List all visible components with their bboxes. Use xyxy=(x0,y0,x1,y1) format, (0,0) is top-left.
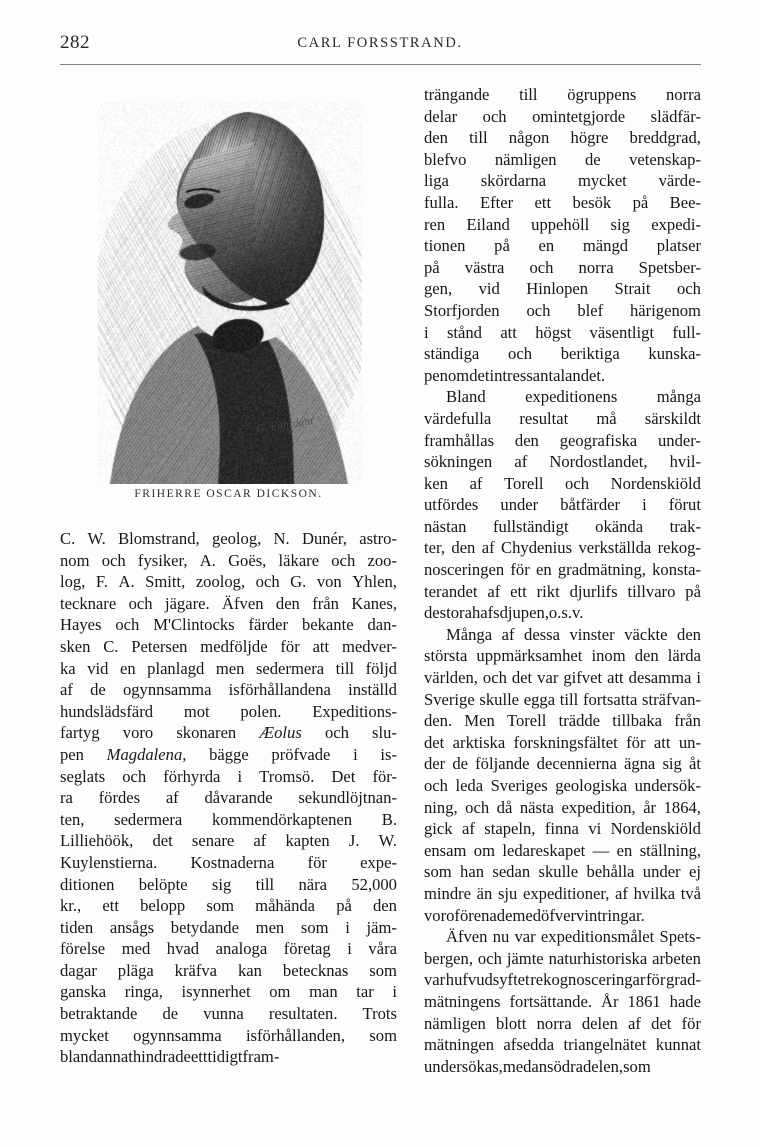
paragraph xyxy=(424,926,701,1077)
paragraph xyxy=(60,528,397,1068)
text-line: log, F. A. Smitt, zoolog, och G. von Yhlen, xyxy=(60,572,397,592)
text-line: som han sedan skulle behålla under ej xyxy=(424,862,701,882)
text-line: och leda Sveriges geologiska undersök- xyxy=(424,776,701,795)
text-line: sökningen af Nordostlandet, hvil- xyxy=(424,452,701,472)
text-line: bergen, och jämte naturhistoriska arbeten xyxy=(424,948,701,968)
text-line: ken af Torell och Nordenskiöld xyxy=(424,473,701,493)
text-line: de stora hafsdjupen, o. s. v. xyxy=(424,603,584,623)
text-line: undersökas, medan södra delen, som xyxy=(424,1056,651,1076)
paragraph xyxy=(424,386,701,624)
text-line: nom och fysiker, A. Goës, läkare och zoo- xyxy=(60,550,397,570)
text-line: största uppmärksamhet inom den lärda xyxy=(424,646,701,666)
paragraph xyxy=(424,84,701,386)
text-line: framhållas den geografiska under- xyxy=(424,430,701,450)
paragraph xyxy=(424,624,701,926)
text-line: blefvo nämligen de vetenskap- xyxy=(424,149,701,169)
text-line: mätningens fortsättande. År 1861 hade xyxy=(424,991,701,1011)
text-line: ning, och då nästa expedition, år 1864, xyxy=(424,797,701,817)
text-line: hundslädsfärd mot polen. Expeditions- xyxy=(60,701,397,721)
text-line: var hufvudsyftet rekognosceringar för grad- xyxy=(424,970,701,990)
text-line: liga skördarna mycket värde- xyxy=(424,171,701,191)
text-line: ten, sedermera kommendörkaptenen B. xyxy=(60,809,397,829)
text-line: mindre än sju expeditioner, af hvilka två xyxy=(424,883,701,903)
text-line: C. W. Blomstrand, geolog, N. Dunér, astro- xyxy=(60,529,397,548)
running-head xyxy=(60,32,700,58)
text-line: det arktiska forskningsfältet för att un- xyxy=(424,732,701,752)
page-number: 282 xyxy=(60,32,90,53)
text-line: pen om det intressanta landet. xyxy=(424,365,606,385)
text-line: Sverige skulle egga till fortsatta sträfvan- xyxy=(424,689,701,709)
text-line: Hayes och M'Clintocks färder bekante dan- xyxy=(60,615,397,635)
text-line: gick af stapeln, finna vi Nordenskiöld xyxy=(424,819,701,839)
figure-caption: FRIHERRE OSCAR DICKSON. xyxy=(134,488,323,500)
text-line: den. Men Torell trädde tillbaka från xyxy=(424,711,701,731)
text-column-right xyxy=(424,84,701,1077)
text-line: ren Eiland uppehöll sig expedi- xyxy=(424,214,701,234)
text-line: seglats och förhyrda i Tromsö. Det för- xyxy=(60,766,397,786)
text-column-left xyxy=(60,528,397,1068)
text-line: kr., ett belopp som måhända på den xyxy=(60,896,397,916)
text-line: terandet af ett rikt djurlifs tillvaro på xyxy=(424,581,701,601)
text-line: på västra och norra Spetsber- xyxy=(424,257,701,277)
text-line: Kuylenstierna. Kostnaderna för expe- xyxy=(60,852,397,872)
text-line: ganska ringa, isynnerhet om man tar i xyxy=(60,982,397,1002)
text-line: delar och omintetgjorde slädfär- xyxy=(424,106,701,126)
text-line: fulla. Efter ett besök på Bee- xyxy=(424,192,701,212)
text-line: ständiga och beriktiga kunska- xyxy=(424,344,701,364)
text-line: tionen på en mängd platser xyxy=(424,236,701,256)
text-line: pen Magdalena, bägge pröfvade i is- xyxy=(60,744,397,764)
portrait-engraving-canvas xyxy=(98,102,362,484)
text-line: Storfjorden och blef härigenom xyxy=(424,300,701,320)
text-line: sken C. Petersen medföljde för att medver- xyxy=(60,636,397,656)
text-line: trängande till ögruppens norra xyxy=(424,85,701,104)
artist-signature: G. Fahrdant xyxy=(255,415,315,435)
text-line: nosceringen för en gradmätning, konsta- xyxy=(424,560,701,580)
text-line: voro förenade med öfvervintringar. xyxy=(424,905,645,925)
text-line: betraktande de vunna resultaten. Trots xyxy=(60,1004,397,1024)
text-line: fartyg voro skonaren Æolus och slu- xyxy=(60,723,397,743)
text-line: bland annat hindrade ett tidigt fram- xyxy=(60,1047,280,1067)
text-line: ka vid en planlagd men sedermera till följd xyxy=(60,658,397,678)
text-line: mycket ogynnsamma isförhållanden, som xyxy=(60,1025,397,1045)
text-line: Äfven nu var expeditionsmålet Spets- xyxy=(446,927,701,947)
text-line: ditionen belöpte sig till nära 52,000 xyxy=(60,874,397,894)
text-line: gen, vid Hinlopen Strait och xyxy=(424,279,701,299)
text-line: ensam om ledareskapet — en ställning, xyxy=(424,840,701,860)
text-line: dagar pläga kräfva kan betecknas som xyxy=(60,960,397,980)
text-line: nämligen blott norra delen af det för xyxy=(424,1013,701,1033)
portrait-image xyxy=(98,102,362,484)
text-line: der de följande decennierna ägna sig åt xyxy=(424,754,701,774)
text-line: nästan fullständigt okända trak- xyxy=(424,516,701,536)
text-line: Bland expeditionens många xyxy=(446,387,701,407)
header-divider xyxy=(60,64,701,65)
text-line: världen, och det var gifvet att desamma i xyxy=(424,668,701,688)
text-line: i stånd att högst väsentligt full- xyxy=(424,322,701,342)
text-line: tecknare och jägare. Äfven den från Kanes, xyxy=(60,593,397,613)
text-line: mätningen afsedda triangelnätet kunnat xyxy=(424,1035,701,1055)
text-line: värdefulla resultat må särskildt xyxy=(424,408,701,428)
portrait-figure xyxy=(60,84,397,512)
text-line: förelse med hvad analoga företag i våra xyxy=(60,939,397,959)
running-head-title: CARL FORSSTRAND. xyxy=(297,35,463,51)
text-line: ter, den af Chydenius verkställda rekog- xyxy=(424,538,701,558)
text-line: ra fördes af dåvarande sekundlöjtnan- xyxy=(60,788,397,808)
text-line: utfördes under båtfärder i förut xyxy=(424,495,701,515)
text-line: Lilliehöök, det senare af kapten J. W. xyxy=(60,831,397,851)
text-line: tiden ansågs betydande men som i jäm- xyxy=(60,917,397,937)
text-line: af de ogynnsamma isförhållandena inställd xyxy=(60,680,397,700)
text-line: Många af dessa vinster väckte den xyxy=(446,624,701,644)
text-line: den till någon högre breddgrad, xyxy=(424,128,701,148)
